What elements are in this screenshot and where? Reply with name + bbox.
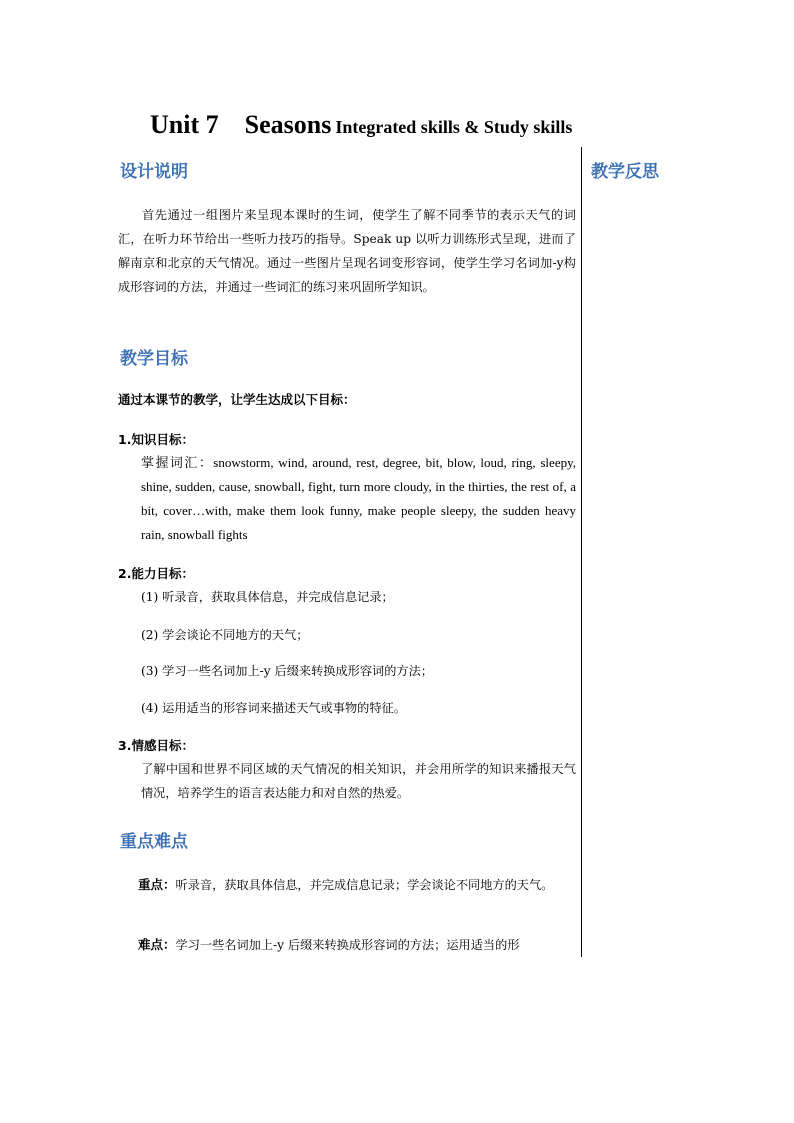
ability-item: (3) 学习一些名词加上-y 后缀来转换成形容词的方法； <box>141 664 433 678</box>
column-divider <box>581 147 582 957</box>
ability-item: (4) 运用适当的形容词来描述天气或事物的特征。 <box>141 701 406 715</box>
difficulty-label: 难点： <box>138 937 176 952</box>
goals-intro: 通过本课节的教学，让学生达成以下目标： <box>118 392 356 407</box>
ability-item: (1) 听录音，获取具体信息，并完成信息记录； <box>141 590 394 604</box>
document-title <box>150 110 750 140</box>
difficulty-text: 学习一些名词加上-y 后缀来转换成形容词的方法；运用适当的形 <box>175 938 520 952</box>
focus-paragraph <box>118 873 576 897</box>
knowledge-text: 掌握词汇：snowstorm, wind, around, rest, degree, bit, blow, loud, ring, sleepy, shine, sudden, cause, snowball, fight, turn more cloudy, in the thirties, the rest of, a bit, cover…with, make them look funny, make people sleepy, the sudden heavy rain, snowball fights <box>141 455 576 542</box>
focus-text: 听录音，获取具体信息，并完成信息记录；学会谈论不同地方的天气。 <box>175 878 554 892</box>
emotion-label: 3.情感目标： <box>118 738 194 753</box>
goals-heading: 教学目标 <box>120 349 188 369</box>
title-unit: Unit 7 <box>150 110 219 139</box>
ability-label: 2.能力目标： <box>118 566 194 581</box>
key-points-heading: 重点难点 <box>120 832 188 852</box>
difficulty-paragraph <box>138 933 578 957</box>
focus-label: 重点： <box>138 877 176 892</box>
design-heading: 设计说明 <box>120 162 188 182</box>
design-text: 首先通过一组图片来呈现本课时的生词，使学生了解不同季节的表示天气的词汇，在听力环节给出一些听力技巧的指导。Speak up 以听力训练形式呈现，进而了解南京和北京的天气情况。通过一些图片呈现名词变形容词，使学生学习名词加-y构成形容词的方法，并通过一些词汇的练习来巩固所学知识。 <box>118 208 576 294</box>
knowledge-label: 1.知识目标： <box>118 432 194 447</box>
title-subtitle: Integrated skills & Study skills <box>335 117 573 137</box>
ability-item: (2) 学会谈论不同地方的天气； <box>141 628 309 642</box>
reflection-heading: 教学反思 <box>591 162 659 182</box>
emotion-text: 了解中国和世界不同区域的天气情况的相关知识，并会用所学的知识来播报天气情况，培养学生的语言表达能力和对自然的热爱。 <box>141 762 576 800</box>
title-topic: Seasons <box>244 110 332 139</box>
